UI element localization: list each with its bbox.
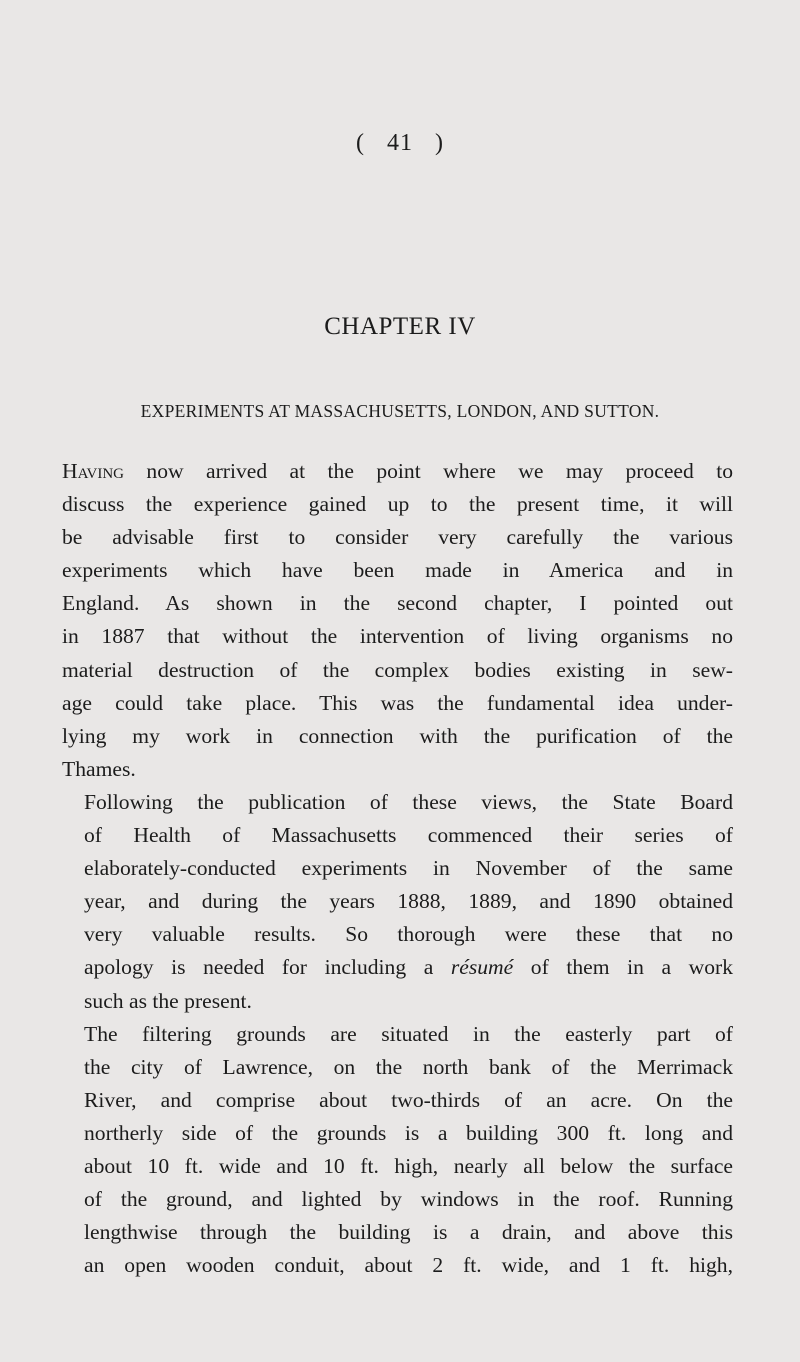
text-line: be advisable first to consider very carefully the various (62, 525, 733, 550)
text-line: an open wooden conduit, about 2 ft. wide, and 1 ft. high, (84, 1253, 733, 1278)
text-line: Following the publication of these views, the State Board (84, 789, 733, 814)
text-line: of the ground, and lighted by windows in the roof. Running (84, 1187, 733, 1212)
paragraph-1: Having now arrived at the point where we may proceed to discuss the experience gained up to the present time, it will be advisable first to consider very carefully the various experiments which have been made in America and in England. As shown in the second chapter, I pointed out in 1887 that without the intervention of living organisms no material destruction of the complex bodies existing in sew- age could take place. This was the fundamental idea under- lying my work in connection with the purification of the Thames. (62, 455, 733, 786)
text-line: very valuable results. So thorough were these that no (84, 922, 733, 947)
text-line: elaborately-conducted experiments in November of the same (84, 856, 733, 881)
paragraph-lead-word: Having (62, 459, 124, 483)
page-number: ( 41 ) (356, 130, 444, 156)
text-line: discuss the experience gained up to the present time, it will (62, 492, 733, 517)
text-line: such as the present. (84, 988, 252, 1013)
text-line: Thames. (62, 756, 136, 781)
text-line: lengthwise through the building is a drain, and above this (84, 1220, 733, 1245)
paragraph-2 (62, 786, 733, 1018)
text-line: age could take place. This was the fundamental idea under- (62, 690, 733, 715)
paragraph-3 (62, 1018, 733, 1283)
text-line: about 10 ft. wide and 10 ft. high, nearly all below the surface (84, 1153, 733, 1178)
text-line: northerly side of the grounds is a building 300 ft. long and (84, 1120, 733, 1145)
text-line: year, and during the years 1888, 1889, and 1890 obtained (84, 889, 733, 914)
text-line: lying my work in connection with the purification of the (62, 723, 733, 748)
chapter-subtitle: EXPERIMENTS AT MASSACHUSETTS, LONDON, AND SUTTON. (140, 401, 660, 421)
text-line: The filtering grounds are situated in the easterly part of (84, 1021, 733, 1046)
text-line: the city of Lawrence, on the north bank of the Merrimack (84, 1054, 733, 1079)
chapter-title: CHAPTER IV (324, 313, 476, 340)
text-line: England. As shown in the second chapter, I pointed out (62, 591, 733, 616)
text-line: material destruction of the complex bodies existing in sew- (62, 657, 733, 682)
text-line: in 1887 that without the intervention of living organisms no (62, 624, 733, 649)
body-text (62, 455, 733, 1282)
text-line: apology is needed for including a résumé of them in a work (84, 955, 733, 980)
text-line: of Health of Massachusetts commenced their series of (84, 823, 733, 848)
text-line: experiments which have been made in America and in (62, 558, 733, 583)
italic-term: résumé (450, 955, 514, 980)
text-line: River, and comprise about two-thirds of an acre. On the (84, 1087, 733, 1112)
page-number-value: 41 (387, 130, 413, 156)
